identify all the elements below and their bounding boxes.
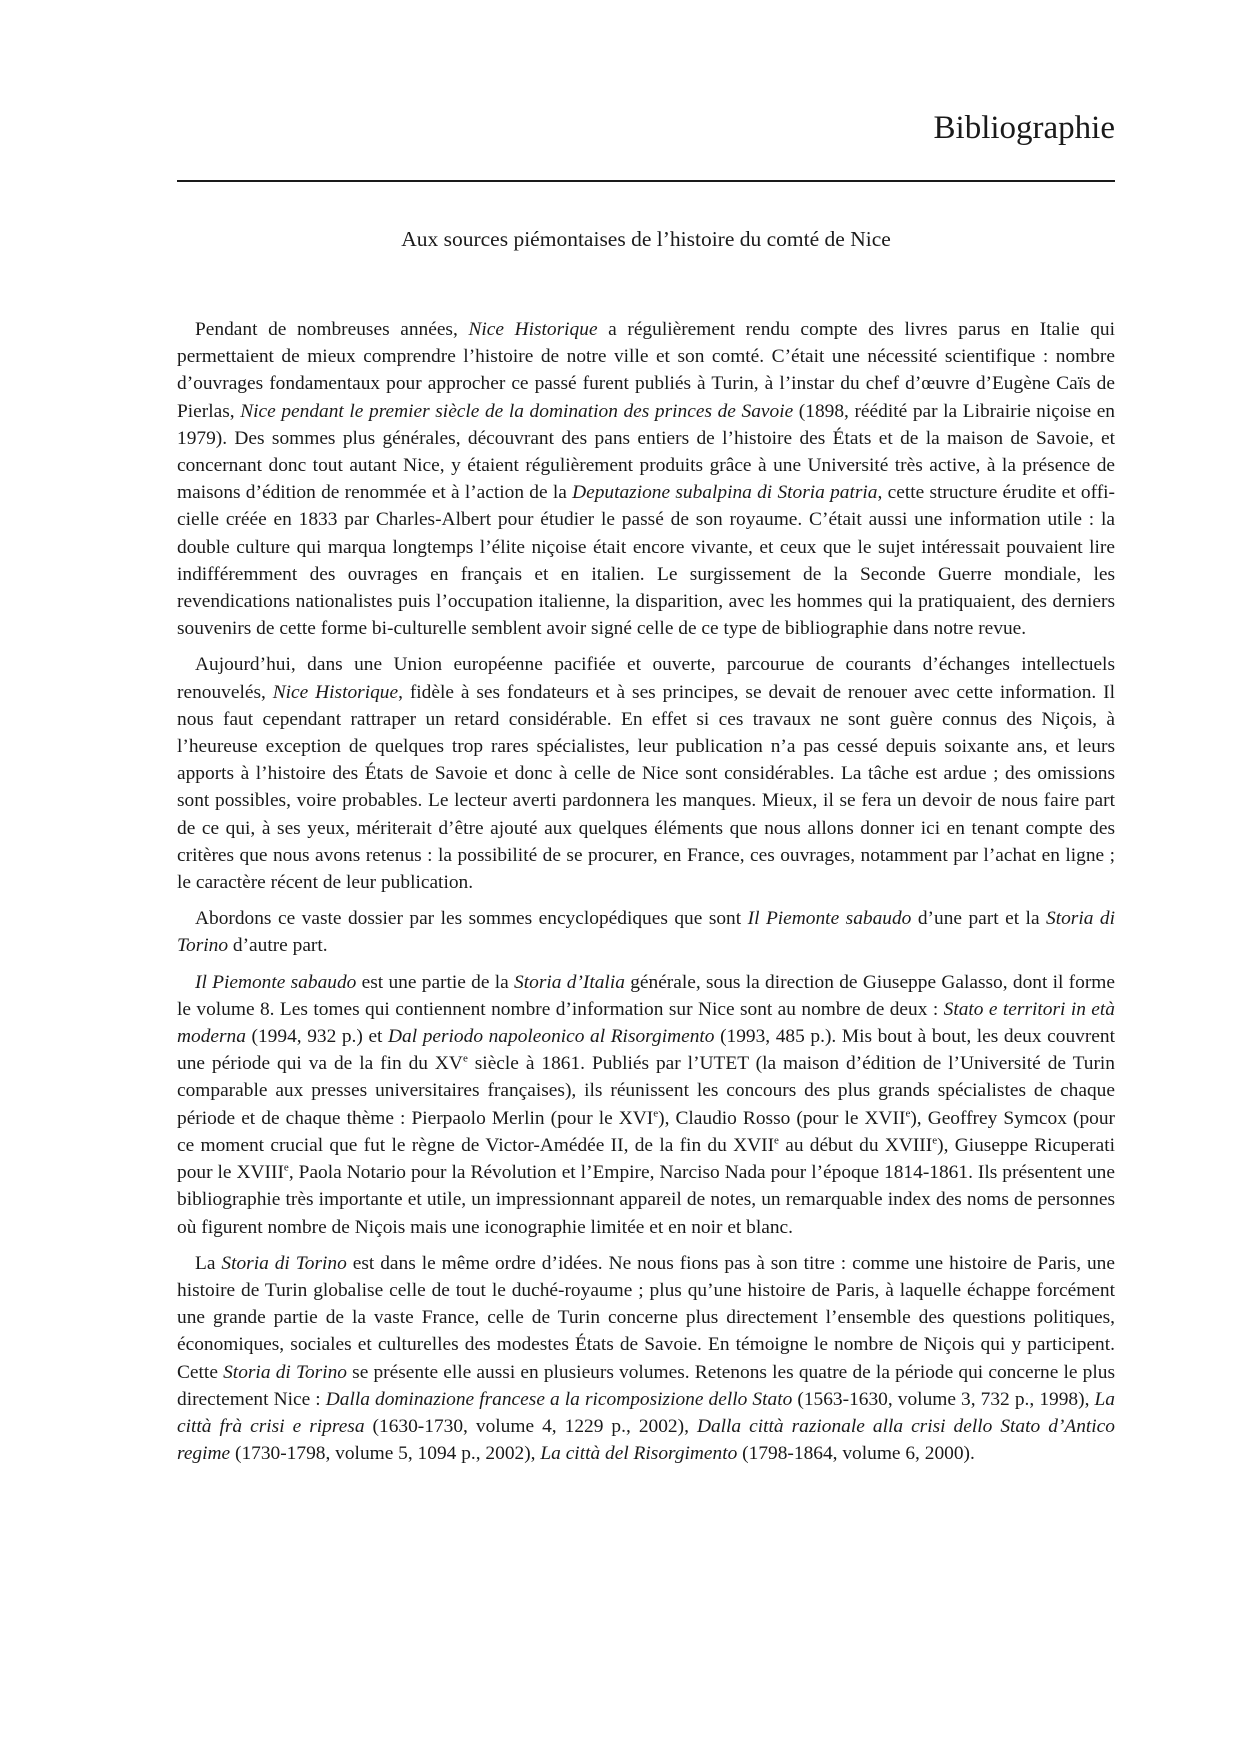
italic-title: Il Piemonte sabaudo: [195, 971, 357, 993]
text-run: (1563-1630, volume 3, 732 p., 1998),: [792, 1388, 1095, 1410]
text-run: siècle à 1861. Publiés par l’UTET (la maison d’édition de l’Université de Turin comparable aux presses universitaires françaises), ils réunissent les concours des plus grands spécialistes de chaque période et de chaque thème : Pierpaolo Merlin (pour le XVI: [177, 1053, 1115, 1129]
text-run: se présente elle aussi en plusieurs volumes. Retenons les quatre de la période qui concerne le plus directement Nice :: [177, 1361, 1116, 1410]
article-body: [177, 316, 1115, 1476]
superscript: e: [462, 1052, 468, 1065]
superscript: e: [932, 1134, 938, 1147]
text-run: est une partie de la: [356, 971, 515, 993]
text-run: (1898, réédité par la Librairie niçoise en 1979). Des sommes plus générales, découvrant des pans entiers de l’histoire des États et de la maison de Savoie, et concernant donc tout autant Nice, y étaient régulièrement produits grâce à une Université très active, à la présence de maisons d’édition de renommée et à l’action de la: [177, 400, 1115, 504]
text-run: (1993, 485 p.). Mis bout à bout, les deux couvrent une période qui va de la fin du XV: [177, 1026, 1115, 1075]
italic-title: Storia di Torino: [221, 1252, 347, 1274]
text-run: Abordons ce vaste dossier par les sommes encyclopédiques que sont: [195, 908, 748, 930]
italic-title: Nice Historique: [272, 681, 399, 703]
text-run: ), Giuseppe Ricuperati pour le XVIII: [177, 1134, 1116, 1184]
italic-title: Stato e territori in età moderna: [177, 998, 1115, 1048]
superscript: e: [905, 1107, 911, 1120]
text-run: , fidèle à ses fondateurs et à ses principes, se devait de renouer avec cette information. Il nous faut cependant rattraper un retard considérable. En effet si ces travaux ne sont guère connus des Niçois, à l’heureuse exception de quelques trop rares spécialistes, leur publication n’a pas cessé depuis soixante ans, et leurs apports à l’histoire des États de Savoie et donc à celle de Nice sont considérables. La tâche est ardue ; des omissions sont possibles, voire probables. Le lecteur averti pardonnera les manques. Mieux, il se fera un devoir de nous faire part de ce qui, à ses yeux, mériterait d’être ajouté aux quelques éléments que nous allons donner ici en tenant compte des critères que nous avons retenus : la possibilité de se procurer, en France, ces ouvrages, notamment par l’achat en ligne ; le caractère récent de leur publication.: [177, 681, 1115, 894]
italic-title: Dalla città razionale alla crisi dello Stato d’Antico regime: [177, 1415, 1115, 1465]
text-run: , Paola Notario pour la Révolution et l’Empire, Narciso Nada pour l’époque 1814-1861. Ils présentent une bibliographie très importante et utile, un impressionnant appareil de notes, un remarquable index des noms de personnes où figurent nombre de Niçois mais une iconographie limitée et en noir et blanc.: [177, 1162, 1115, 1238]
title-divider: [177, 180, 1115, 182]
paragraph-2: [177, 651, 1115, 896]
italic-title: Deputazione subalpina di Storia patria: [572, 482, 878, 504]
text-run: est dans le même ordre d’idées. Ne nous fions pas à son titre : comme une histoire de Paris, une histoire de Turin globalise celle de tout le duché-royaume ; plus qu’une histoire de Paris, à laquelle échappe forcément une grande partie de la vaste France, celle de Turin concerne plus directement l’ensemble des questions politiques, économiques, sociales et culturelles des modestes États de Savoie. En témoigne le nombre de Niçois qui y participent. Cette: [177, 1252, 1115, 1383]
text-run: d’une part et la: [911, 908, 1047, 930]
superscript: e: [283, 1161, 289, 1174]
text-run: (1994, 932 p.) et: [245, 1026, 389, 1048]
italic-title: Dalla dominazione francese a la ricomposizione dello Stato: [325, 1388, 793, 1410]
article-subtitle: Aux sources piémontaises de l’histoire du comté de Nice: [401, 227, 891, 251]
italic-title: Dal periodo napoleonico al Risorgimento: [388, 1026, 715, 1048]
italic-title: Storia di Torino: [223, 1361, 347, 1383]
text-run: La: [195, 1252, 222, 1274]
italic-title: Nice pendant le premier siècle de la domination des princes de Savoie: [240, 400, 794, 422]
text-run: a régulièrement rendu compte des livres parus en Italie qui permettaient de mieux comprendre l’histoire de notre ville et son comté. C’était une nécessité scientifique : nombre d’ouvrages fondamentaux pour approcher ce passé furent publiés à Turin, à l’instar du chef d’œuvre d’Eugène Caïs de Pierlas,: [177, 319, 1115, 422]
text-run: Pendant de nombreuses années,: [195, 319, 469, 340]
paragraph-3: [177, 905, 1115, 959]
text-run: Aujourd’hui, dans une Union européenne pacifiée et ouverte, parcourue de courants d’échanges intellectuels renouvelés,: [177, 654, 1115, 703]
paragraph-4: [177, 969, 1115, 1241]
italic-title: La città del Risorgimento: [540, 1443, 738, 1465]
text-run: (1630-1730, volume 4, 1229 p., 2002),: [364, 1415, 697, 1437]
text-run: générale, sous la direction de Giuseppe Galasso, dont il forme le volume 8. Les tomes qui contiennent nombre d’information sur Nice sont au nombre de deux :: [177, 971, 1115, 1020]
text-run: au début du XVIII: [778, 1134, 933, 1156]
paragraph-5: [177, 1250, 1115, 1468]
paragraph-1: [177, 316, 1115, 642]
italic-title: La città frà crisi e ripresa: [177, 1388, 1115, 1437]
superscript: e: [774, 1134, 779, 1147]
page-title: Bibliographie: [933, 110, 1115, 146]
superscript: e: [653, 1107, 659, 1120]
text-run: ), Claudio Rosso (pour le XVII: [658, 1107, 906, 1129]
text-run: ), Geoffrey Symcox (pour ce moment crucial que fut le règne de Victor-Amédée II, de la fin du XVII: [177, 1107, 1115, 1156]
text-run: , cette structure érudite et officielle créée en 1833 par Charles-Albert pour étudier le passé de son royaume. C’était aussi une information utile : la double culture qui marqua longtemps l’élite niçoise était encore vivante, et ceux que le sujet intéressait pouvaient lire indifféremment des ouvrages en français et en italien. Le surgissement de la Seconde Guerre mondiale, les revendications nationalistes puis l’occupation italienne, la disparition, avec les hommes qui la pratiquaient, des derniers souvenirs de cette forme bi-culturelle semblent avoir signé celle de ce type de bibliographie dans notre revue.: [177, 482, 1116, 640]
text-run: (1730-1798, volume 5, 1094 p., 2002),: [230, 1443, 541, 1465]
text-run: d’autre part.: [228, 935, 328, 957]
text-run: (1798-1864, volume 6, 2000).: [737, 1443, 975, 1465]
italic-title: Nice Historique: [468, 319, 598, 340]
italic-title: Storia di Torino: [177, 908, 1115, 957]
italic-title: Il Piemonte sabaudo: [747, 908, 912, 930]
italic-title: Storia d’Italia: [514, 971, 625, 993]
